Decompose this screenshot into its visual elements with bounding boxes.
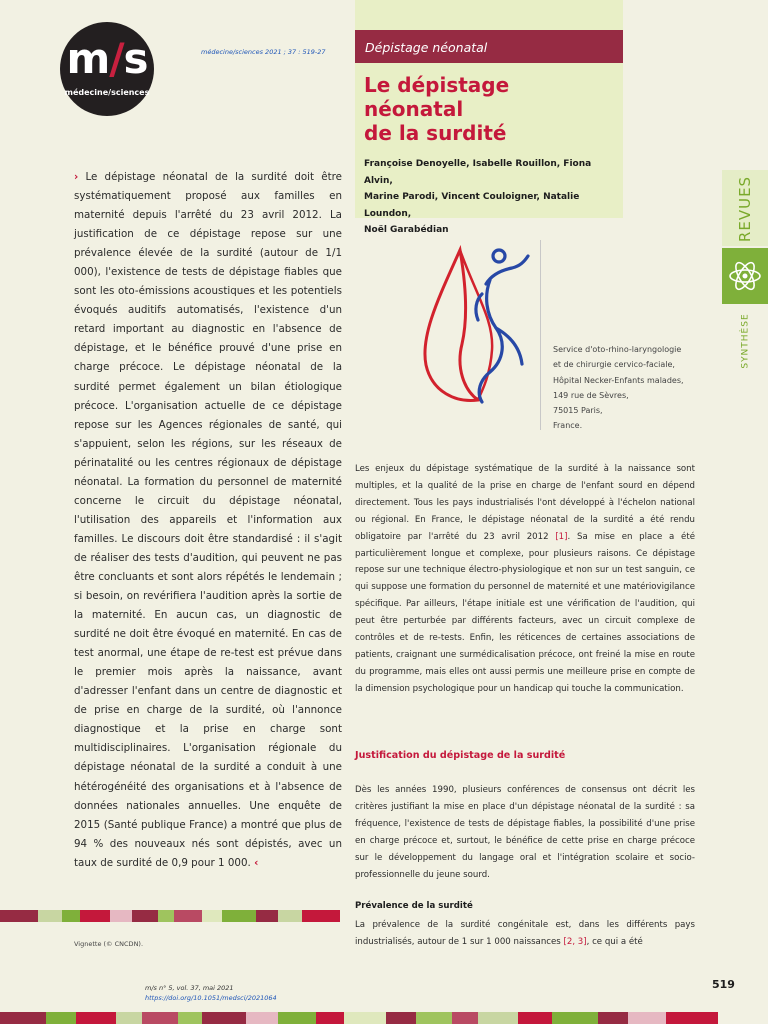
doi-link[interactable]: https://doi.org/10.1051/medsci/2021064 (145, 994, 277, 1002)
decorative-color-bar (0, 910, 340, 922)
justification-paragraph: Dès les années 1990, plusieurs conférences de consensus ont décrit les critères justifiant la mise en place d'un dépistage néonatal de la surdité : sa fréquence, l'existence de tests de dépistage fiables, la possibilité d'une prise en charge précoce et, surtout, le bénéfice de cette prise en charge précoce sur le développement du langage oral et l'intégration scolaire et socio-professionnelle du jeune sourd. (355, 785, 695, 880)
section-label: Dépistage néonatal (365, 40, 488, 55)
divider (540, 240, 541, 430)
logo-subtitle: médecine/sciences (64, 88, 150, 97)
ear-drop-illustration (420, 240, 540, 410)
atom-icon (722, 248, 768, 304)
affiliation-line: Hôpital Necker-Enfants malades, (553, 375, 684, 385)
affiliation-line: France. (553, 421, 583, 431)
prevalence-text: La prévalence de la surdité congénitale est, dans les différents pays industrialisés, autour de 1 sur 1 000 naissances (355, 920, 695, 947)
revues-tab (724, 172, 766, 244)
affiliation-line: et de chirurgie cervico-faciale, (553, 360, 675, 370)
journal-logo (60, 22, 154, 116)
author-line: Françoise Denoyelle, Isabelle Rouillon, Fiona Alvin, (364, 159, 592, 186)
prevalence-text: , ce qui a été (586, 936, 643, 947)
intro-text: Les enjeux du dépistage systématique de la surdité à la naissance sont multiples, et la qualité de la prise en charge de l'enfant sourd en dépend directement. Tous les pays industrialisés l'ont développé à l'échelon national ou régional. En France, le dépistage néonatal de la surdité a été rendu obligatoire par l'arrêté du 23 avril 2012 (355, 464, 695, 542)
vignette-credit: Vignette (© CNCDN). (74, 940, 144, 948)
affiliation-line: Service d'oto-rhino-laryngologie (553, 345, 682, 354)
prevalence-paragraph (355, 917, 695, 951)
footer-citation (145, 983, 277, 1003)
abstract-open-marker: › (74, 171, 79, 183)
citation-link[interactable]: [2, 3] (563, 936, 587, 947)
journal-reference: médecine/sciences 2021 ; 37 : 519-27 (201, 48, 326, 56)
citation-link[interactable]: [1] (555, 531, 568, 542)
title-line: néonatal (364, 97, 464, 121)
intro-paragraph (355, 461, 695, 698)
abstract (74, 168, 342, 873)
affiliation-line: 149 rue de Sèvres, (553, 390, 629, 400)
revues-label: REVUES (736, 175, 755, 243)
page-number: 519 (712, 978, 735, 991)
title-line: Le dépistage (364, 73, 510, 97)
affiliation (553, 342, 713, 434)
decorative-color-bar (0, 1012, 768, 1024)
article-title (364, 73, 619, 145)
author-list (364, 156, 622, 239)
title-line: de la surdité (364, 121, 507, 145)
issue-info: m/s n° 5, vol. 37, mai 2021 (145, 984, 234, 992)
subsection-heading: Prévalence de la surdité (355, 901, 473, 911)
author-line: Marine Parodi, Vincent Couloigner, Natalie Loundon, (364, 192, 580, 219)
synthese-label: SYNTHÈSE (740, 313, 751, 369)
abstract-text: Le dépistage néonatal de la surdité doit être systématiquement proposé aux familles en maternité depuis l'arrêté du 23 avril 2012. La justification de ce dépistage repose sur une prévalence élevée de la surdité (autour de 1/1 000), l'existence de tests de dépistage fiables que sont les oto-émissions acoustiques et les potentiels évoqués auditifs automatisés, l'existence d'un retard important au diagnostic en l'absence de dépistage, et le bénéfice prouvé d'une prise en charge précoce. Le dépistage néonatal de la surdité permet également un bilan étiologique précoce. L'organisation actuelle de ce dépistage repose sur les Agences régionales de santé, qui s'appuient, selon les régions, sur les réseaux de périnatalité ou les centres régionaux de dépistage néonatal. La formation du personnel de maternité concerne le circuit du dépistage néonatal, l'utilisation des appareils et l'information aux familles. Le discours doit être standardisé : il s'agit de réaliser des tests d'audition, qui peuvent ne pas être concluants et sont alors répétés le lendemain ; si besoin, on revérifiera l'audition après la sortie de la maternité. En aucun cas, un diagnostic de surdité ne doit être évoqué en maternité. En cas de test anormal, une étape de re-test est prévue dans le premier mois après la naissance, avant d'adresser l'enfant dans un centre de diagnostic et de prise en charge de la surdité, où l'annonce diagnostique et la prise en charge sont multidisciplinaires. L'organisation régionale du dépistage néonatal de la surdité a conduit à une hétérogénéité des organisations et à l'absence de données nationales annuelles. Une enquête de 2015 (Santé publique France) a montré que plus de 94 % des nouveaux nés sont dépistés, avec un taux de surdité de 0,9 pour 1 000. (74, 171, 342, 869)
logo-mark: m/s (66, 34, 148, 83)
affiliation-line: 75015 Paris, (553, 406, 603, 416)
synthese-tab (724, 306, 766, 378)
section-heading: Justification du dépistage de la surdité (355, 750, 566, 761)
abstract-close-marker: ‹ (254, 856, 259, 869)
author-line: Noël Garabédian (364, 225, 449, 235)
intro-text: . Sa mise en place a été particulièrement longue et complexe, pour plusieurs raisons. Ce dépistage repose sur une technique électro-physiologique et non sur un test sanguin, ce qui suppose une formation du personnel de maternité et une matériovigilance spécifique. Par ailleurs, l'étape initiale est une vérification de l'audition, qui peut être perturbée par différents facteurs, avec un circuit complexe de contrôles et de re-tests. Enfin, les réticences de certaines associations de patients, craignant une surmédicalisation précoce, ont freiné la mise en route du programme, mais elles ont aussi permis une meilleure prise en compte de la dimension psychologique pour un handicap qui touche la communication. (355, 531, 695, 694)
